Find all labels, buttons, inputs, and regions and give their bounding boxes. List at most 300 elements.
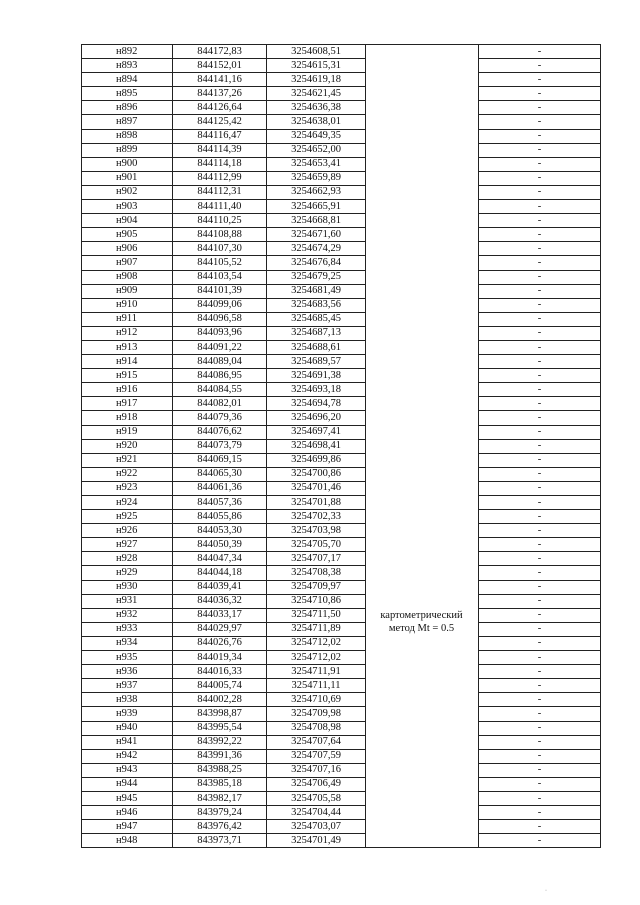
x-coordinate-cell: 844103,54 xyxy=(173,270,267,284)
x-coordinate-cell: 844112,99 xyxy=(173,171,267,185)
accuracy-cell: - xyxy=(479,129,601,143)
y-coordinate-cell: 3254619,18 xyxy=(267,73,366,87)
y-coordinate-cell: 3254709,97 xyxy=(267,580,366,594)
method-cell xyxy=(366,834,479,848)
method-cell xyxy=(366,355,479,369)
table-row xyxy=(82,834,601,848)
accuracy-cell: - xyxy=(479,820,601,834)
table-row xyxy=(82,326,601,340)
accuracy-cell: - xyxy=(479,467,601,481)
method-cell xyxy=(366,594,479,608)
x-coordinate-cell: 844099,06 xyxy=(173,298,267,312)
method-cell xyxy=(366,524,479,538)
method-cell xyxy=(366,439,479,453)
x-coordinate-cell: 844057,36 xyxy=(173,496,267,510)
method-cell xyxy=(366,284,479,298)
point-id-cell: н908 xyxy=(82,270,173,284)
accuracy-cell: - xyxy=(479,73,601,87)
method-cell xyxy=(366,806,479,820)
point-id-cell: н900 xyxy=(82,157,173,171)
accuracy-cell: - xyxy=(479,312,601,326)
y-coordinate-cell: 3254621,45 xyxy=(267,87,366,101)
y-coordinate-cell: 3254685,45 xyxy=(267,312,366,326)
accuracy-cell: - xyxy=(479,383,601,397)
table-row xyxy=(82,622,601,636)
y-coordinate-cell: 3254698,41 xyxy=(267,439,366,453)
method-cell xyxy=(366,256,479,270)
y-coordinate-cell: 3254668,81 xyxy=(267,214,366,228)
x-coordinate-cell: 844047,34 xyxy=(173,552,267,566)
point-id-cell: н919 xyxy=(82,425,173,439)
table-row xyxy=(82,59,601,73)
y-coordinate-cell: 3254707,17 xyxy=(267,552,366,566)
x-coordinate-cell: 844126,64 xyxy=(173,101,267,115)
accuracy-cell: - xyxy=(479,411,601,425)
point-id-cell: н939 xyxy=(82,707,173,721)
method-cell xyxy=(366,425,479,439)
y-coordinate-cell: 3254710,86 xyxy=(267,594,366,608)
x-coordinate-cell: 844082,01 xyxy=(173,397,267,411)
method-cell xyxy=(366,411,479,425)
table-row xyxy=(82,791,601,805)
x-coordinate-cell: 844116,47 xyxy=(173,129,267,143)
accuracy-cell: - xyxy=(479,763,601,777)
table-row xyxy=(82,580,601,594)
point-id-cell: н920 xyxy=(82,439,173,453)
table-row xyxy=(82,143,601,157)
method-cell xyxy=(366,721,479,735)
y-coordinate-cell: 3254636,38 xyxy=(267,101,366,115)
point-id-cell: н948 xyxy=(82,834,173,848)
accuracy-cell: - xyxy=(479,453,601,467)
method-cell xyxy=(366,636,479,650)
x-coordinate-cell: 844105,52 xyxy=(173,256,267,270)
method-cell xyxy=(366,749,479,763)
accuracy-cell: - xyxy=(479,425,601,439)
method-cell xyxy=(366,340,479,354)
x-coordinate-cell: 844112,31 xyxy=(173,185,267,199)
point-id-cell: н937 xyxy=(82,679,173,693)
y-coordinate-cell: 3254697,41 xyxy=(267,425,366,439)
accuracy-cell: - xyxy=(479,200,601,214)
y-coordinate-cell: 3254702,33 xyxy=(267,510,366,524)
x-coordinate-cell: 844050,39 xyxy=(173,538,267,552)
accuracy-cell: - xyxy=(479,679,601,693)
method-cell xyxy=(366,566,479,580)
x-coordinate-cell: 844086,95 xyxy=(173,369,267,383)
table-row xyxy=(82,806,601,820)
table-row xyxy=(82,340,601,354)
method-cell xyxy=(366,538,479,552)
y-coordinate-cell: 3254703,07 xyxy=(267,820,366,834)
accuracy-cell: - xyxy=(479,171,601,185)
accuracy-cell: - xyxy=(479,101,601,115)
y-coordinate-cell: 3254699,86 xyxy=(267,453,366,467)
y-coordinate-cell: 3254708,38 xyxy=(267,566,366,580)
accuracy-cell: - xyxy=(479,59,601,73)
x-coordinate-cell: 844089,04 xyxy=(173,355,267,369)
method-cell xyxy=(366,552,479,566)
table-row xyxy=(82,538,601,552)
table-row xyxy=(82,256,601,270)
table-row xyxy=(82,651,601,665)
method-cell xyxy=(366,651,479,665)
accuracy-cell: - xyxy=(479,651,601,665)
y-coordinate-cell: 3254712,02 xyxy=(267,651,366,665)
method-cell xyxy=(366,270,479,284)
x-coordinate-cell: 844107,30 xyxy=(173,242,267,256)
point-id-cell: н938 xyxy=(82,693,173,707)
y-coordinate-cell: 3254688,61 xyxy=(267,340,366,354)
x-coordinate-cell: 844125,42 xyxy=(173,115,267,129)
y-coordinate-cell: 3254696,20 xyxy=(267,411,366,425)
point-id-cell: н912 xyxy=(82,326,173,340)
table-row xyxy=(82,777,601,791)
point-id-cell: н933 xyxy=(82,622,173,636)
x-coordinate-cell: 843985,18 xyxy=(173,777,267,791)
y-coordinate-cell: 3254652,00 xyxy=(267,143,366,157)
method-cell xyxy=(366,129,479,143)
x-coordinate-cell: 844084,55 xyxy=(173,383,267,397)
x-coordinate-cell: 844026,76 xyxy=(173,636,267,650)
point-id-cell: н932 xyxy=(82,608,173,622)
table-row xyxy=(82,552,601,566)
accuracy-cell: - xyxy=(479,721,601,735)
x-coordinate-cell: 844029,97 xyxy=(173,622,267,636)
y-coordinate-cell: 3254705,70 xyxy=(267,538,366,552)
method-cell xyxy=(366,397,479,411)
table-row xyxy=(82,411,601,425)
point-id-cell: н902 xyxy=(82,185,173,199)
method-cell xyxy=(366,453,479,467)
x-coordinate-cell: 844076,62 xyxy=(173,425,267,439)
point-id-cell: н922 xyxy=(82,467,173,481)
table-row xyxy=(82,115,601,129)
table-row xyxy=(82,298,601,312)
point-id-cell: н895 xyxy=(82,87,173,101)
y-coordinate-cell: 3254708,98 xyxy=(267,721,366,735)
y-coordinate-cell: 3254694,78 xyxy=(267,397,366,411)
point-id-cell: н940 xyxy=(82,721,173,735)
scan-dot: · xyxy=(545,888,547,894)
x-coordinate-cell: 844002,28 xyxy=(173,693,267,707)
point-id-cell: н896 xyxy=(82,101,173,115)
x-coordinate-cell: 844101,39 xyxy=(173,284,267,298)
table-row xyxy=(82,200,601,214)
method-cell xyxy=(366,763,479,777)
accuracy-cell: - xyxy=(479,326,601,340)
x-coordinate-cell: 843979,24 xyxy=(173,806,267,820)
point-id-cell: н909 xyxy=(82,284,173,298)
method-cell xyxy=(366,820,479,834)
x-coordinate-cell: 843976,42 xyxy=(173,820,267,834)
x-coordinate-cell: 844091,22 xyxy=(173,340,267,354)
x-coordinate-cell: 844111,40 xyxy=(173,200,267,214)
point-id-cell: н946 xyxy=(82,806,173,820)
table-row xyxy=(82,496,601,510)
method-cell xyxy=(366,679,479,693)
point-id-cell: н917 xyxy=(82,397,173,411)
point-id-cell: н897 xyxy=(82,115,173,129)
y-coordinate-cell: 3254707,59 xyxy=(267,749,366,763)
y-coordinate-cell: 3254705,58 xyxy=(267,791,366,805)
method-cell xyxy=(366,298,479,312)
x-coordinate-cell: 843995,54 xyxy=(173,721,267,735)
x-coordinate-cell: 844096,58 xyxy=(173,312,267,326)
x-coordinate-cell: 844053,30 xyxy=(173,524,267,538)
y-coordinate-cell: 3254608,51 xyxy=(267,45,366,59)
table-row xyxy=(82,284,601,298)
accuracy-cell: - xyxy=(479,228,601,242)
y-coordinate-cell: 3254703,98 xyxy=(267,524,366,538)
x-coordinate-cell: 843991,36 xyxy=(173,749,267,763)
x-coordinate-cell: 844055,86 xyxy=(173,510,267,524)
accuracy-cell: - xyxy=(479,806,601,820)
table-row xyxy=(82,524,601,538)
table-row xyxy=(82,481,601,495)
point-id-cell: н924 xyxy=(82,496,173,510)
x-coordinate-cell: 844036,32 xyxy=(173,594,267,608)
y-coordinate-cell: 3254704,44 xyxy=(267,806,366,820)
point-id-cell: н929 xyxy=(82,566,173,580)
x-coordinate-cell: 844044,18 xyxy=(173,566,267,580)
x-coordinate-cell: 844093,96 xyxy=(173,326,267,340)
method-cell xyxy=(366,185,479,199)
accuracy-cell: - xyxy=(479,87,601,101)
method-cell xyxy=(366,73,479,87)
table-row xyxy=(82,157,601,171)
x-coordinate-cell: 844172,83 xyxy=(173,45,267,59)
y-coordinate-cell: 3254653,41 xyxy=(267,157,366,171)
accuracy-cell: - xyxy=(479,214,601,228)
table-row xyxy=(82,749,601,763)
accuracy-cell: - xyxy=(479,622,601,636)
method-cell xyxy=(366,369,479,383)
point-id-cell: н904 xyxy=(82,214,173,228)
point-id-cell: н899 xyxy=(82,143,173,157)
y-coordinate-cell: 3254707,64 xyxy=(267,735,366,749)
y-coordinate-cell: 3254710,69 xyxy=(267,693,366,707)
table-row xyxy=(82,171,601,185)
method-cell xyxy=(366,45,479,59)
accuracy-cell: - xyxy=(479,143,601,157)
point-id-cell: н930 xyxy=(82,580,173,594)
accuracy-cell: - xyxy=(479,834,601,848)
accuracy-cell: - xyxy=(479,369,601,383)
x-coordinate-cell: 844141,16 xyxy=(173,73,267,87)
table-row xyxy=(82,101,601,115)
point-id-cell: н905 xyxy=(82,228,173,242)
point-id-cell: н893 xyxy=(82,59,173,73)
method-note xyxy=(364,609,479,635)
accuracy-cell: - xyxy=(479,115,601,129)
accuracy-cell: - xyxy=(479,580,601,594)
y-coordinate-cell: 3254681,49 xyxy=(267,284,366,298)
accuracy-cell: - xyxy=(479,594,601,608)
point-id-cell: н931 xyxy=(82,594,173,608)
point-id-cell: н925 xyxy=(82,510,173,524)
accuracy-cell: - xyxy=(479,270,601,284)
point-id-cell: н913 xyxy=(82,340,173,354)
table-row xyxy=(82,383,601,397)
table-row xyxy=(82,693,601,707)
table-row xyxy=(82,45,601,59)
table-row xyxy=(82,820,601,834)
y-coordinate-cell: 3254701,88 xyxy=(267,496,366,510)
x-coordinate-cell: 844033,17 xyxy=(173,608,267,622)
x-coordinate-cell: 843998,87 xyxy=(173,707,267,721)
y-coordinate-cell: 3254671,60 xyxy=(267,228,366,242)
method-cell xyxy=(366,200,479,214)
accuracy-cell: - xyxy=(479,340,601,354)
table-row xyxy=(82,665,601,679)
y-coordinate-cell: 3254693,18 xyxy=(267,383,366,397)
method-cell xyxy=(366,59,479,73)
y-coordinate-cell: 3254707,16 xyxy=(267,763,366,777)
accuracy-cell: - xyxy=(479,552,601,566)
accuracy-cell: - xyxy=(479,242,601,256)
y-coordinate-cell: 3254615,31 xyxy=(267,59,366,73)
table-row xyxy=(82,608,601,622)
accuracy-cell: - xyxy=(479,524,601,538)
x-coordinate-cell: 844039,41 xyxy=(173,580,267,594)
table-row xyxy=(82,453,601,467)
accuracy-cell: - xyxy=(479,298,601,312)
x-coordinate-cell: 844069,15 xyxy=(173,453,267,467)
table-row xyxy=(82,721,601,735)
y-coordinate-cell: 3254683,56 xyxy=(267,298,366,312)
table-row xyxy=(82,439,601,453)
table-row xyxy=(82,707,601,721)
point-id-cell: н918 xyxy=(82,411,173,425)
point-id-cell: н945 xyxy=(82,791,173,805)
y-coordinate-cell: 3254691,38 xyxy=(267,369,366,383)
accuracy-cell: - xyxy=(479,157,601,171)
method-cell xyxy=(366,735,479,749)
accuracy-cell: - xyxy=(479,355,601,369)
x-coordinate-cell: 844110,25 xyxy=(173,214,267,228)
table-row xyxy=(82,185,601,199)
x-coordinate-cell: 844079,36 xyxy=(173,411,267,425)
point-id-cell: н927 xyxy=(82,538,173,552)
accuracy-cell: - xyxy=(479,777,601,791)
table-row xyxy=(82,735,601,749)
y-coordinate-cell: 3254638,01 xyxy=(267,115,366,129)
accuracy-cell: - xyxy=(479,735,601,749)
accuracy-cell: - xyxy=(479,636,601,650)
method-cell xyxy=(366,693,479,707)
y-coordinate-cell: 3254700,86 xyxy=(267,467,366,481)
method-cell xyxy=(366,481,479,495)
point-id-cell: н914 xyxy=(82,355,173,369)
point-id-cell: н903 xyxy=(82,200,173,214)
coordinates-table-body xyxy=(82,45,601,848)
table-row xyxy=(82,397,601,411)
y-coordinate-cell: 3254676,84 xyxy=(267,256,366,270)
table-row xyxy=(82,87,601,101)
accuracy-cell: - xyxy=(479,510,601,524)
method-cell xyxy=(366,157,479,171)
accuracy-cell: - xyxy=(479,693,601,707)
method-cell xyxy=(366,171,479,185)
point-id-cell: н935 xyxy=(82,651,173,665)
table-row xyxy=(82,228,601,242)
x-coordinate-cell: 844137,26 xyxy=(173,87,267,101)
table-row xyxy=(82,270,601,284)
y-coordinate-cell: 3254665,91 xyxy=(267,200,366,214)
point-id-cell: н934 xyxy=(82,636,173,650)
y-coordinate-cell: 3254701,49 xyxy=(267,834,366,848)
point-id-cell: н942 xyxy=(82,749,173,763)
method-cell xyxy=(366,707,479,721)
x-coordinate-cell: 843992,22 xyxy=(173,735,267,749)
x-coordinate-cell: 844065,30 xyxy=(173,467,267,481)
accuracy-cell: - xyxy=(479,45,601,59)
y-coordinate-cell: 3254712,02 xyxy=(267,636,366,650)
x-coordinate-cell: 844114,39 xyxy=(173,143,267,157)
y-coordinate-cell: 3254687,13 xyxy=(267,326,366,340)
point-id-cell: н906 xyxy=(82,242,173,256)
method-cell xyxy=(366,496,479,510)
accuracy-cell: - xyxy=(479,665,601,679)
table-row xyxy=(82,355,601,369)
method-cell xyxy=(366,665,479,679)
y-coordinate-cell: 3254711,89 xyxy=(267,622,366,636)
point-id-cell: н926 xyxy=(82,524,173,538)
accuracy-cell: - xyxy=(479,791,601,805)
method-cell xyxy=(366,467,479,481)
y-coordinate-cell: 3254711,50 xyxy=(267,608,366,622)
method-note-line2: метод Mt = 0.5 xyxy=(388,623,455,634)
table-row xyxy=(82,467,601,481)
y-coordinate-cell: 3254706,49 xyxy=(267,777,366,791)
y-coordinate-cell: 3254711,11 xyxy=(267,679,366,693)
table-row xyxy=(82,73,601,87)
x-coordinate-cell: 843973,71 xyxy=(173,834,267,848)
table-row xyxy=(82,763,601,777)
point-id-cell: н907 xyxy=(82,256,173,270)
y-coordinate-cell: 3254674,29 xyxy=(267,242,366,256)
point-id-cell: н928 xyxy=(82,552,173,566)
method-cell xyxy=(366,214,479,228)
accuracy-cell: - xyxy=(479,538,601,552)
table-row xyxy=(82,242,601,256)
point-id-cell: н901 xyxy=(82,171,173,185)
point-id-cell: н923 xyxy=(82,481,173,495)
method-cell xyxy=(366,143,479,157)
point-id-cell: н894 xyxy=(82,73,173,87)
y-coordinate-cell: 3254659,89 xyxy=(267,171,366,185)
x-coordinate-cell: 844152,01 xyxy=(173,59,267,73)
method-cell xyxy=(366,383,479,397)
accuracy-cell: - xyxy=(479,481,601,495)
table-row xyxy=(82,312,601,326)
accuracy-cell: - xyxy=(479,439,601,453)
coordinates-table xyxy=(81,44,601,848)
point-id-cell: н941 xyxy=(82,735,173,749)
y-coordinate-cell: 3254709,98 xyxy=(267,707,366,721)
accuracy-cell: - xyxy=(479,749,601,763)
point-id-cell: н916 xyxy=(82,383,173,397)
accuracy-cell: - xyxy=(479,185,601,199)
method-cell xyxy=(366,580,479,594)
y-coordinate-cell: 3254701,46 xyxy=(267,481,366,495)
x-coordinate-cell: 843982,17 xyxy=(173,791,267,805)
method-cell xyxy=(366,326,479,340)
method-cell xyxy=(366,115,479,129)
table-row xyxy=(82,679,601,693)
x-coordinate-cell: 843988,25 xyxy=(173,763,267,777)
